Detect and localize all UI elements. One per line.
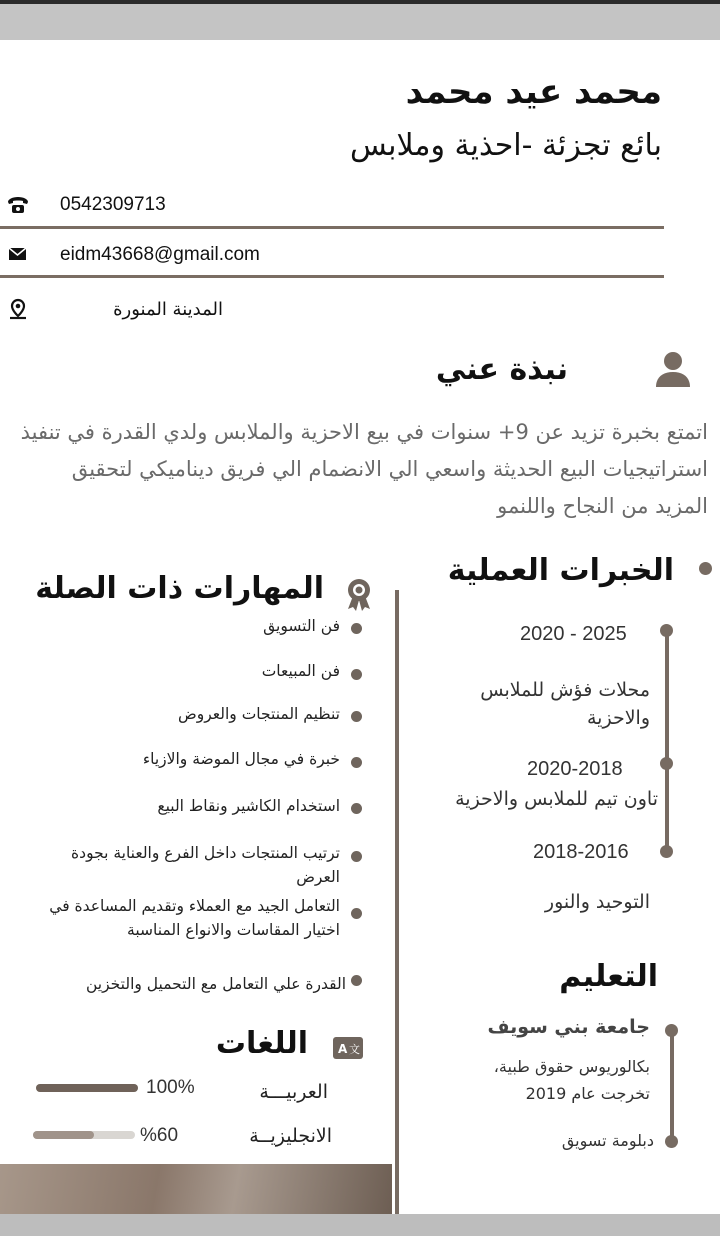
timeline-dot — [665, 1135, 678, 1148]
skill-item: فن التسويق — [263, 617, 340, 635]
phone-number[interactable]: 0542309713 — [60, 194, 166, 215]
job-title: بائع تجزئة -احذية وملابس — [349, 128, 662, 163]
experience-company: محلات فؤش للملابس والاحزية — [480, 679, 650, 729]
bottom-bar — [0, 1214, 720, 1236]
diploma: دبلومة تسويق — [561, 1131, 654, 1150]
language-bar-fill — [36, 1084, 138, 1092]
bullet-dot — [351, 711, 362, 722]
timeline-dot — [660, 845, 673, 858]
column-divider — [395, 590, 399, 1214]
skill-item: التعامل الجيد مع العملاء وتقديم المساعدة في اختيار المقاسات والانواع المناسبة — [49, 897, 340, 939]
degree: بكالوريوس حقوق طبية، — [493, 1057, 650, 1076]
divider — [0, 226, 664, 229]
language-bar-track — [36, 1084, 138, 1092]
skill-item: استخدام الكاشير ونقاط البيع — [157, 797, 340, 815]
experience-timeline — [665, 630, 669, 852]
graduation-year: تخرجت عام 2019 — [525, 1084, 650, 1103]
bullet-dot — [351, 669, 362, 680]
languages-title: اللغات — [215, 1026, 308, 1061]
bullet-dot — [351, 851, 362, 862]
skill-item: خبرة في مجال الموضة والازياء — [142, 750, 340, 768]
email-address[interactable]: eidm43668@gmail.com — [60, 244, 260, 265]
bullet-dot — [351, 757, 362, 768]
divider — [0, 275, 664, 278]
bullet-dot — [351, 908, 362, 919]
skill-item: ترتيب المنتجات داخل الفرع والعناية بجودة العرض — [71, 844, 340, 886]
timeline-dot — [665, 1024, 678, 1037]
language-name: العربيـــة — [259, 1081, 328, 1103]
about-text: اتمتع بخبرة تزيد عن 9+ سنوات في بيع الاحزية والملابس ولدي القدرة في تنفيذ استراتيجيات البيع الحديثة واسعي الي الانضمام الي فريق ديناميكي لتحقيق المزيد من النجاح واللنمو — [20, 420, 708, 518]
experience-company: التوحيد والنور — [544, 891, 650, 913]
about-title: نبذة عني — [435, 352, 568, 387]
experience-title: الخبرات العملية — [447, 553, 674, 588]
experience-date: 2020-2018 — [527, 758, 623, 780]
skill-item: فن المبيعات — [261, 662, 340, 680]
skill-item: تنظيم المنتجات والعروض — [178, 705, 340, 723]
experience-date: 2020 - 2025 — [520, 623, 627, 645]
skills-title: المهارات ذات الصلة — [35, 571, 324, 606]
timeline-dot — [699, 562, 712, 575]
decorative-band — [0, 1164, 392, 1214]
bullet-dot — [351, 975, 362, 986]
bullet-dot — [351, 623, 362, 634]
svg-text:文: 文 — [349, 1043, 360, 1056]
location-text: المدينة المنورة — [113, 299, 223, 320]
user-icon — [654, 349, 692, 387]
bullet-dot — [351, 803, 362, 814]
experience-date: 2018-2016 — [533, 841, 629, 863]
svg-text:A: A — [338, 1042, 348, 1056]
language-bar-fill — [33, 1131, 94, 1139]
phone-icon — [6, 193, 30, 217]
award-icon — [342, 576, 376, 612]
person-name: محمد عيد محمد — [405, 72, 662, 112]
education-title: التعليم — [559, 959, 658, 994]
education-timeline — [670, 1030, 674, 1142]
top-bar — [0, 0, 720, 40]
timeline-dot — [660, 624, 673, 637]
location-pin-icon — [6, 298, 30, 322]
timeline-dot — [660, 757, 673, 770]
language-level-label: 100% — [146, 1077, 195, 1098]
language-level-label: %60 — [140, 1125, 179, 1146]
university-name: جامعة بني سويف — [487, 1016, 650, 1038]
mail-icon — [6, 242, 30, 266]
experience-company: تاون تيم للملابس والاحزية — [455, 788, 658, 810]
translate-icon — [333, 1037, 363, 1061]
skill-item: القدرة علي التعامل مع التحميل والتخزين — [86, 975, 346, 993]
language-name: الانجليزيــة — [249, 1125, 332, 1147]
language-bar-track — [33, 1131, 135, 1139]
